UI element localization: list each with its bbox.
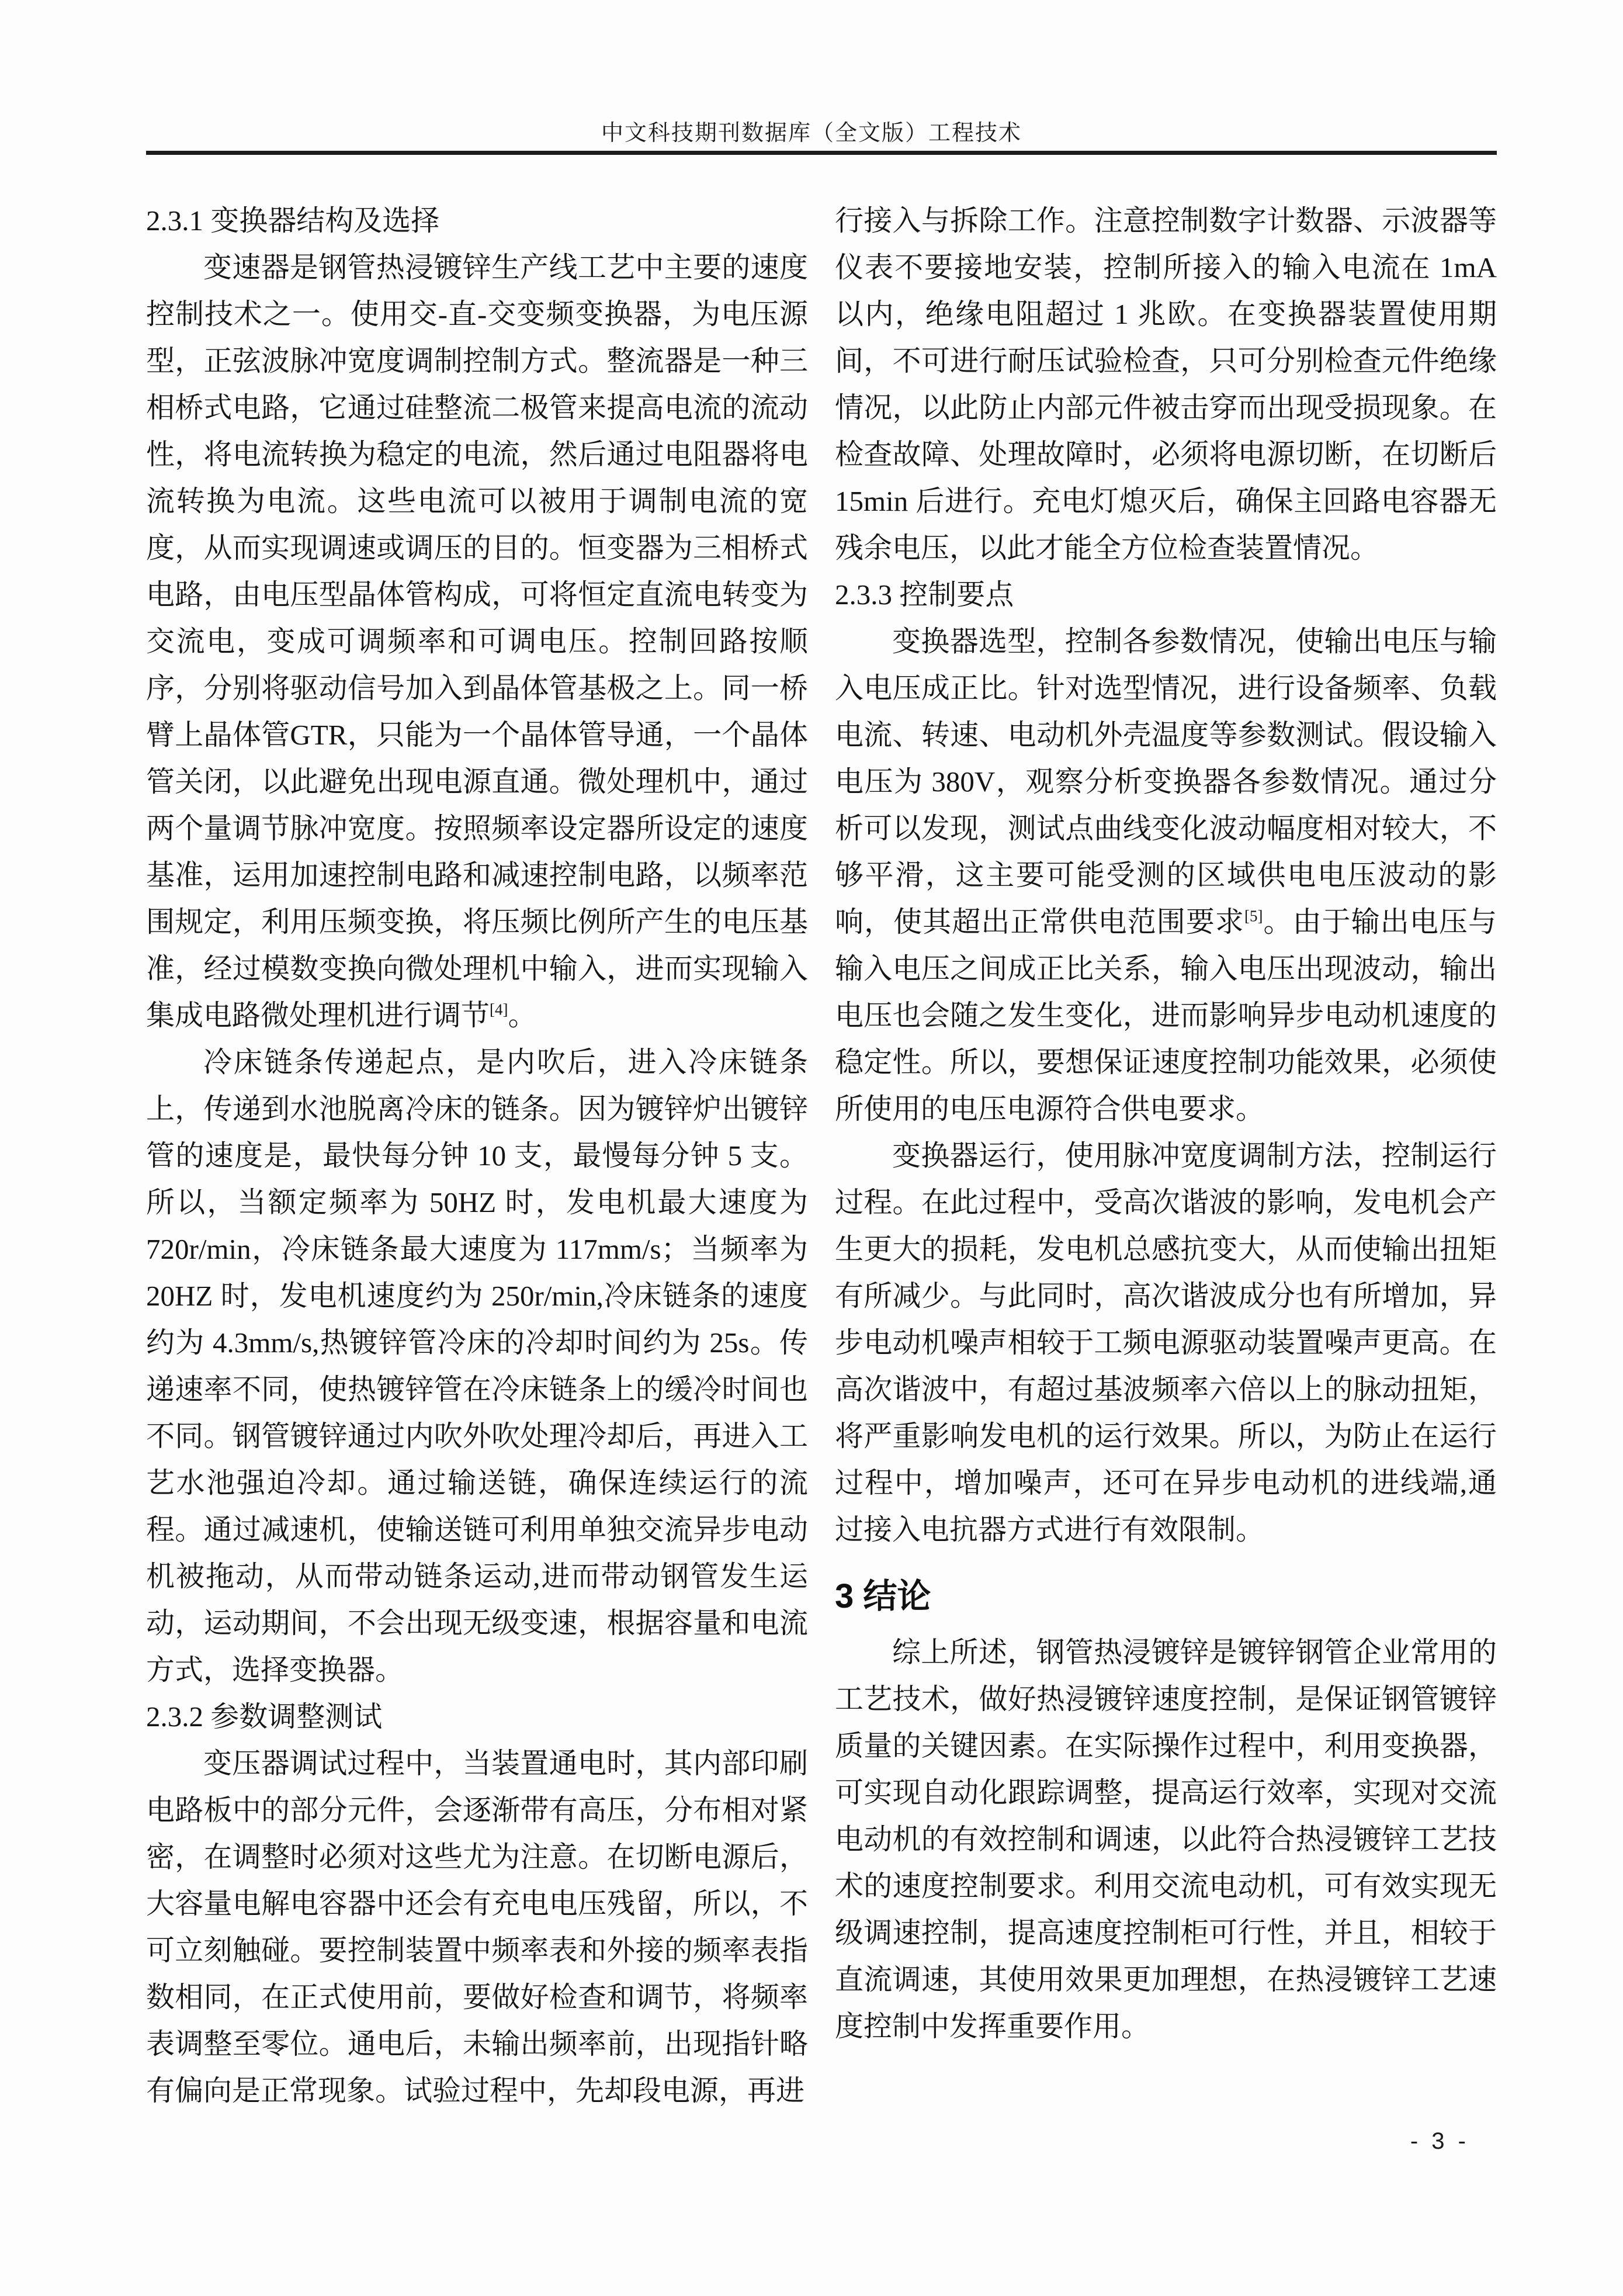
paragraph-control-points bbox=[835, 618, 1497, 1133]
paragraph-converter-structure bbox=[146, 244, 808, 1039]
paragraph-text: 。 bbox=[508, 999, 537, 1031]
citation-ref-4: [4] bbox=[490, 1000, 508, 1019]
paragraph-converter-operation: 变换器运行，使用脉冲宽度调制方法，控制运行过程。在此过程中，受高次谐波的影响，发电机会产生更大的损耗，发电机总感抗变大，从而使输出扭矩有所减少。与此同时，高次谐波成分也有所增加，异步电动机噪声相较于工频电源驱动装置噪声更高。在高次谐波中，有超过基波频率六倍以上的脉动扭矩，将严重影响发电机的运行效果。所以，为防止在运行过程中，增加噪声，还可在异步电动机的进线端,通过接入电抗器方式进行有效限制。 bbox=[835, 1140, 1497, 1546]
paragraph-param-test-left: 变压器调试过程中，当装置通电时，其内部印刷电路板中的部分元件，会逐渐带有高压，分布相对紧密，在调整时必须对这些尤为注意。在切断电源后，大容量电解电容器中还会有充电电压残留，所以，不可立刻触碰。要控制装置中频率表和外接的频率表指数相同，在正式使用前，要做好检查和调节，将频率表调整至零位。通电后，未输出频率前，出现指针略有偏向是正常现象。试验过程中，先却段电源，再进 bbox=[146, 1747, 808, 2107]
right-column bbox=[835, 198, 1497, 2114]
paragraph-cooling-bed: 冷床链条传递起点，是内吹后，进入冷床链条上，传递到水池脱离冷床的链条。因为镀锌炉出镀锌管的速度是，最快每分钟 10 支，最慢每分钟 5 支。所以，当额定频率为 50HZ 时，发电机最大速度为 720r/min，冷床链条最大速度为 117mm/s；当频率为 20HZ 时，发电机速度约为 250r/min,冷床链条的速度约为 4.3mm/s,热镀锌管冷床的冷却时间约为 25s。传递速率不同，使热镀锌管在冷床链条上的缓冷时间也不同。钢管镀锌通过内吹外吹处理冷却后，再进入工艺水池强迫冷却。通过输送链，确保连续运行的流程。通过减速机，使输送链可利用单独交流异步电动机被拖动，从而带动链条运动,进而带动钢管发生运动，运动期间，不会出现无级变速，根据容量和电流方式，选择变换器。 bbox=[146, 1046, 808, 1686]
section-heading-231: 2.3.1 变换器结构及选择 bbox=[146, 205, 440, 237]
header-divider bbox=[146, 151, 1497, 155]
left-column bbox=[146, 198, 808, 2114]
paragraph-text: 变速器是钢管热浸镀锌生产线工艺中主要的速度控制技术之一。使用交-直-交变频变换器，为电压源型，正弦波脉冲宽度调制控制方式。整流器是一种三相桥式电路，它通过硅整流二极管来提高电流的流动性，将电流转换为稳定的电流，然后通过电阻器将电流转换为电流。这些电流可以被用于调制电流的宽度，从而实现调速或调压的目的。恒变器为三相桥式电路，由电压型晶体管构成，可将恒定直流电转变为交流电，变成可调频率和可调电压。控制回路按顺序，分别将驱动信号加入到晶体管基极之上。同一桥臂上晶体管GTR，只能为一个晶体管导通，一个晶体管关闭，以此避免出现电源直通。微处理机中，通过两个量调节脉冲宽度。按照频率设定器所设定的速度基准，运用加速控制电路和减速控制电路，以频率范围规定，利用压频变换，将压频比例所产生的电压基准，经过模数变换向微处理机中输入，进而实现输入集成电路微处理机进行调节 bbox=[146, 251, 808, 1031]
section-heading-232: 2.3.2 参数调整测试 bbox=[146, 1701, 383, 1733]
conclusion-heading: 3 结论 bbox=[835, 1577, 931, 1615]
article-body bbox=[146, 198, 1497, 2114]
journal-header-title: 中文科技期刊数据库（全文版）工程技术 bbox=[601, 121, 1022, 146]
citation-ref-5: [5] bbox=[1244, 907, 1263, 925]
paragraph-conclusion: 综上所述，钢管热浸镀锌是镀锌钢管企业常用的工艺技术，做好热浸镀锌速度控制，是保证钢管镀锌质量的关键因素。在实际操作过程中，利用变换器，可实现自动化跟踪调整，提高运行效率，实现对交流电动机的有效控制和调速，以此符合热浸镀锌工艺技术的速度控制要求。利用交流电动机，可有效实现无级调速控制，提高速度控制柜可行性，并且，相较于直流调速，其使用效果更加理想，在热浸镀锌工艺速度控制中发挥重要作用。 bbox=[835, 1636, 1497, 2042]
page-number: - 3 - bbox=[1410, 2128, 1469, 2154]
paragraph-text: 变换器选型，控制各参数情况，使输出电压与输入电压成正比。针对选型情况，进行设备频率、负载电流、转速、电动机外壳温度等参数测试。假设输入电压为 380V，观察分析变换器各参数情况。通过分析可以发现，测试点曲线变化波动幅度相对较大，不够平滑，这主要可能受测的区域供电电压波动的影响，使其超出正常供电范围要求 bbox=[835, 625, 1497, 938]
paragraph-text: 。由于输出电压与输入电压之间成正比关系，输入电压出现波动，输出电压也会随之发生变化，进而影响异步电动机速度的稳定性。所以，要想保证速度控制功能效果，必须使所使用的电压电源符合供电要求。 bbox=[835, 906, 1497, 1125]
paragraph-param-test-continued: 行接入与拆除工作。注意控制数字计数器、示波器等仪表不要接地安装，控制所接入的输入电流在 1mA 以内，绝缘电阻超过 1 兆欧。在变换器装置使用期间，不可进行耐压试验检查，只可分别检查元件绝缘情况，以此防止内部元件被击穿而出现受损现象。在检查故障、处理故障时，必须将电源切断，在切断后 15min 后进行。充电灯熄灭后，确保主回路电容器无残余电压，以此才能全方位检查装置情况。 bbox=[835, 205, 1497, 564]
section-heading-233: 2.3.3 控制要点 bbox=[835, 579, 1014, 611]
